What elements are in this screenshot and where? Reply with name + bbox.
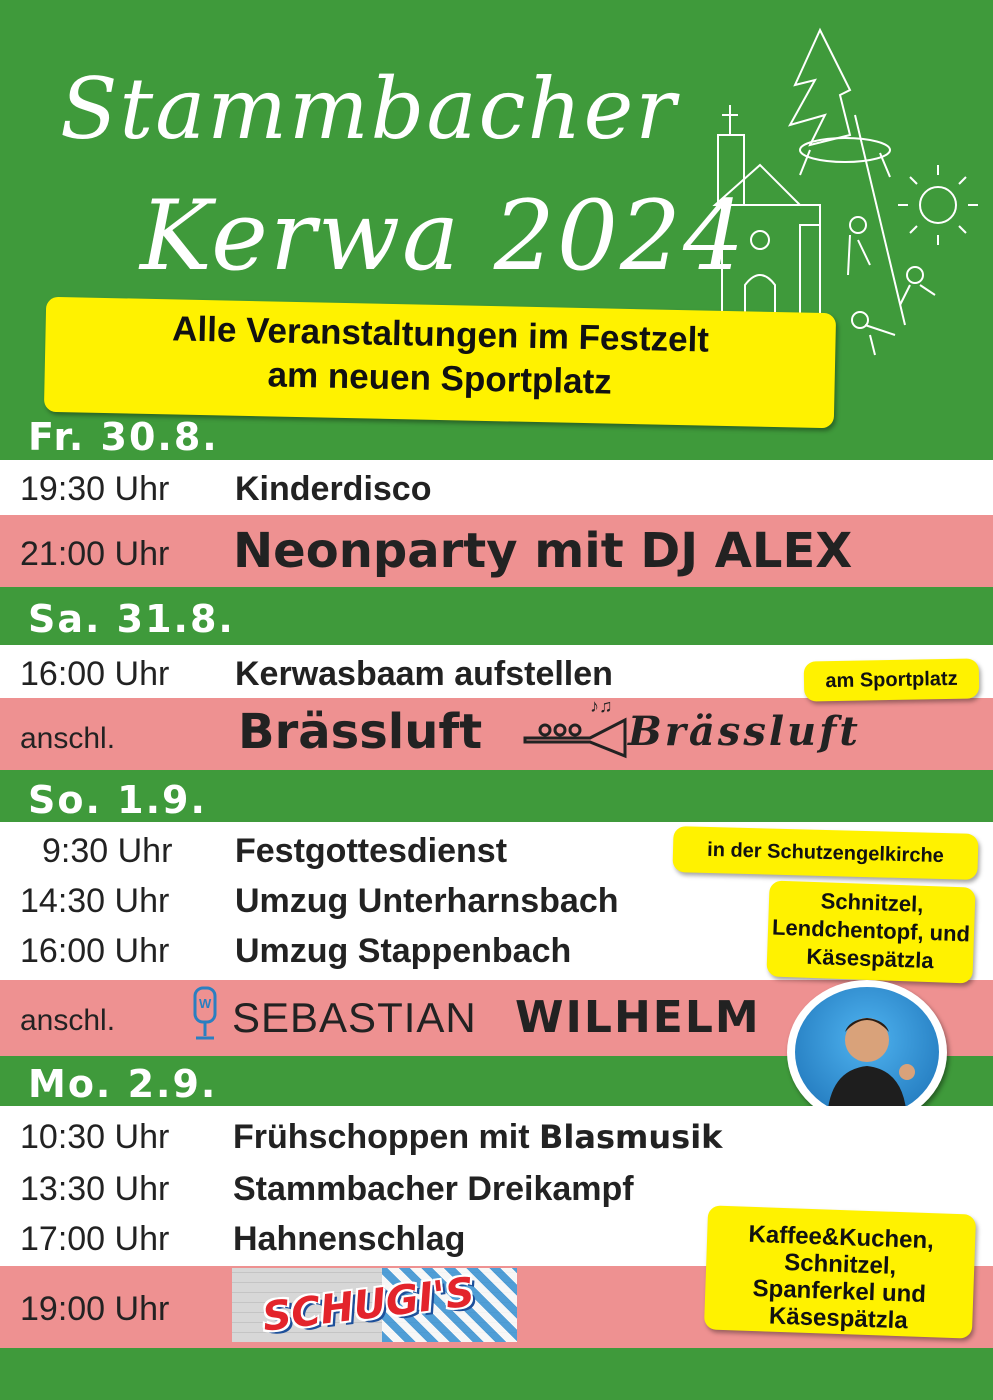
venue-line-1: Alle Veranstaltungen im Festzelt: [171, 309, 710, 360]
event-title-large: Brässluft: [238, 704, 483, 760]
event-time: 21:00 Uhr: [20, 535, 170, 573]
event-time: 13:30 Uhr: [20, 1170, 170, 1208]
event-title-large: Neonparty mit DJ ALEX: [233, 523, 853, 579]
people-icon: [848, 217, 935, 355]
event-title-main: Frühschoppen mit: [233, 1118, 530, 1156]
event-time: anschl.: [20, 1004, 116, 1037]
performer-last-name: WILHELM: [515, 992, 761, 1043]
event-title: Umzug Stappenbach: [235, 932, 572, 970]
church-icon: [715, 105, 820, 325]
sun-icon: [898, 165, 978, 245]
event-time: 19:30 Uhr: [20, 470, 170, 508]
microphone-letter: W: [199, 996, 212, 1011]
svg-text:♪♫: ♪♫: [590, 696, 613, 716]
note-sportplatz: am Sportplatz: [804, 658, 980, 701]
event-time: 16:00 Uhr: [20, 655, 170, 693]
event-title: Kerwasbaam aufstellen: [235, 655, 613, 693]
food-note-sunday: Schnitzel, Lendchentopf, und Käsespätzla: [766, 880, 975, 983]
title-line-1: Stammbacher: [60, 60, 678, 158]
event-title: Festgottesdienst: [235, 832, 508, 870]
event-time: 14:30 Uhr: [20, 882, 170, 920]
event-time: anschl.: [20, 722, 116, 755]
event-title: Hahnenschlag: [233, 1220, 466, 1258]
event-title: Umzug Unterharnsbach: [235, 882, 619, 920]
food-note-monday: Kaffee&Kuchen, Schnitzel, Spanferkel und Käsespätzla: [704, 1205, 976, 1338]
event-time: 9:30 Uhr: [42, 832, 173, 870]
day-label-monday: Mo. 2.9.: [28, 1062, 218, 1106]
event-time: 10:30 Uhr: [20, 1118, 170, 1156]
brassluft-trumpet-icon: [520, 690, 630, 760]
microphone-icon: [190, 986, 220, 1044]
row-friday-2: [0, 515, 993, 587]
event-title: Stammbacher Dreikampf: [233, 1170, 634, 1208]
event-time: 17:00 Uhr: [20, 1220, 170, 1258]
venue-banner: [44, 297, 836, 429]
maypole-icon: [790, 30, 905, 325]
title-line-2: Kerwa 2024: [140, 180, 747, 292]
performer-first-name: SEBASTIAN: [232, 994, 477, 1041]
brassluft-logo-text: Brässluft: [628, 708, 861, 755]
event-time: 16:00 Uhr: [20, 932, 170, 970]
venue-line-2: am neuen Sportplatz: [267, 355, 613, 402]
event-title: Kinderdisco: [235, 470, 432, 508]
event-title: [233, 1118, 722, 1157]
note-church: in der Schutzengelkirche: [672, 826, 978, 880]
day-label-friday: Fr. 30.8.: [28, 415, 219, 459]
day-label-sunday: So. 1.9.: [28, 778, 207, 822]
row-friday-1: [0, 460, 993, 515]
schugis-logo: [232, 1268, 517, 1342]
event-time: 19:00 Uhr: [20, 1290, 170, 1328]
performer-photo: [787, 980, 947, 1125]
event-title-suffix: Blasmusik: [539, 1118, 723, 1156]
schugis-logo-text: SCHUGI'S: [259, 1269, 477, 1341]
day-label-saturday: Sa. 31.8.: [28, 597, 235, 641]
